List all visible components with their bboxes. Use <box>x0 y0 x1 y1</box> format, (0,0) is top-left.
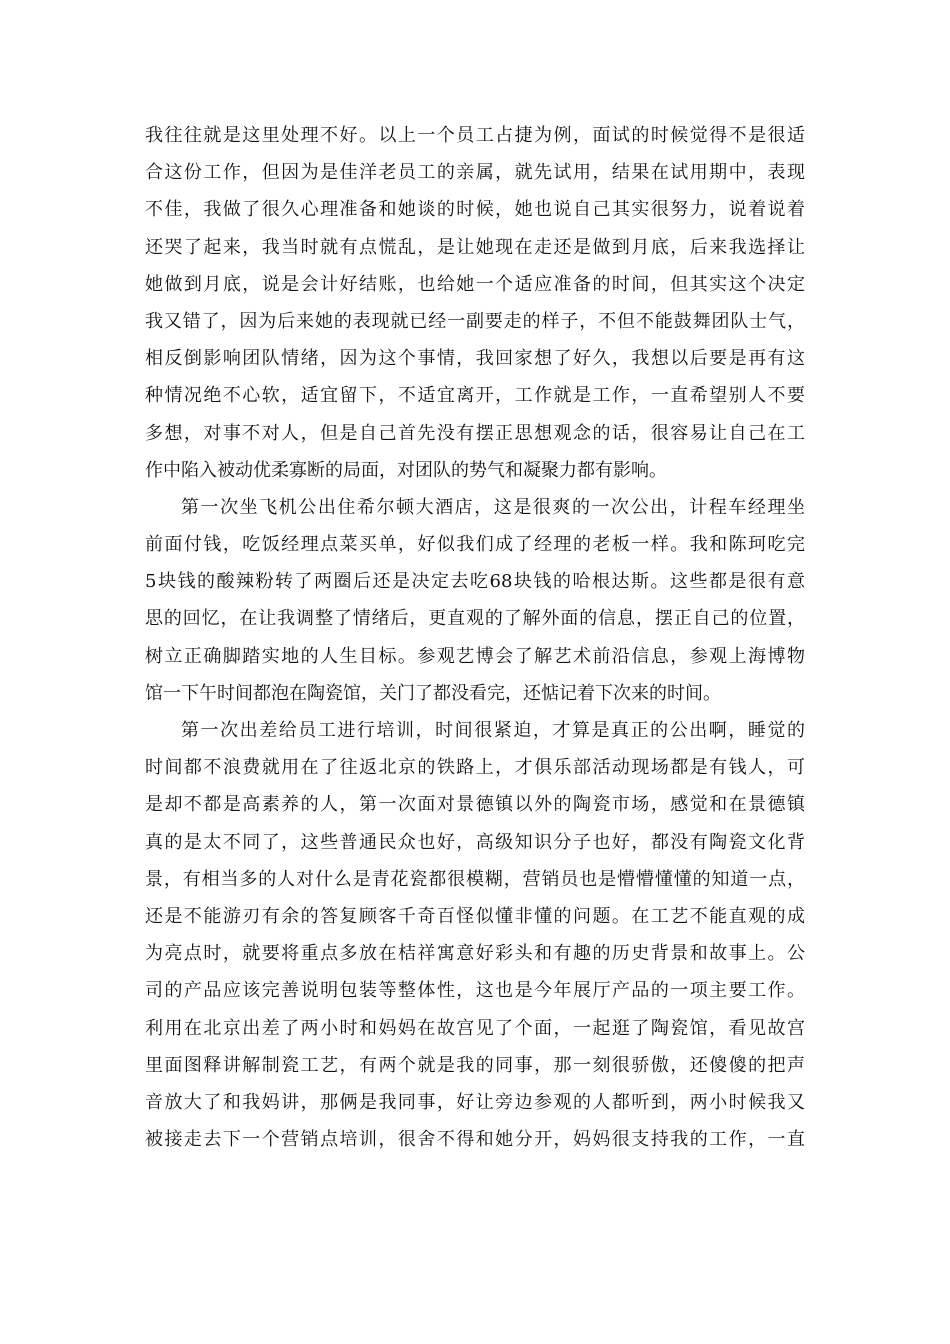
text-line: 不佳，我做了很久心理准备和她谈的时候，她也说自己其实很努力，说着说着 <box>145 199 805 221</box>
text-line: 思的回忆，在让我调整了情绪后，更直观的了解外面的信息，摆正自己的位置， <box>145 608 805 630</box>
text-line: 5块钱的酸辣粉转了两圈后还是决定去吃68块钱的哈根达斯。这些都是很有意 <box>145 571 805 593</box>
text-line: 合这份工作，但因为是佳洋老员工的亲属，就先试用，结果在试用期中，表现 <box>145 162 805 184</box>
text-line: 利用在北京出差了两小时和妈妈在故宫见了个面，一起逛了陶瓷馆，看见故宫 <box>145 1017 805 1039</box>
text-line: 多想，对事不对人，但是自己首先没有摆正思想观念的话，很容易让自己在工 <box>145 422 805 444</box>
text-line: 前面付钱，吃饭经理点菜买单，好似我们成了经理的老板一样。我和陈珂吃完 <box>145 534 805 556</box>
text-line: 作中陷入被动优柔寡断的局面，对团队的势气和凝聚力都有影响。 <box>145 459 667 481</box>
text-line: 还哭了起来，我当时就有点慌乱，是让她现在走还是做到月底，后来我选择让 <box>145 236 805 258</box>
text-line: 里面图释讲解制瓷工艺，有两个就是我的同事，那一刻很骄傲，还傻傻的把声 <box>145 1054 805 1076</box>
text-line: 我又错了，因为后来她的表现就已经一副要走的样子，不但不能鼓舞团队士气， <box>145 310 805 332</box>
text-line: 她做到月底，说是会计好结账，也给她一个适应准备的时间，但其实这个决定 <box>145 273 805 295</box>
document-body <box>145 117 805 1158</box>
text-line: 真的是太不同了，这些普通民众也好，高级知识分子也好，都没有陶瓷文化背 <box>145 831 805 853</box>
text-line: 第一次坐飞机公出住希尔顿大酒店，这是很爽的一次公出，计程车经理坐 <box>181 496 805 518</box>
text-line: 被接走去下一个营销点培训，很舍不得和她分开，妈妈很支持我的工作，一直 <box>145 1129 805 1151</box>
text-line: 馆一下午时间都泡在陶瓷馆，关门了都没看完，还惦记着下次来的时间。 <box>145 682 721 704</box>
text-line: 时间都不浪费就用在了往返北京的铁路上，才俱乐部活动现场都是有钱人，可 <box>145 757 805 779</box>
paragraph-3 <box>145 712 805 1158</box>
text-line: 树立正确脚踏实地的人生目标。参观艺博会了解艺术前沿信息，参观上海博物 <box>145 645 805 667</box>
paragraph-1 <box>145 117 805 489</box>
text-line: 音放大了和我妈讲，那俩是我同事，好让旁边参观的人都听到，两小时候我又 <box>145 1091 805 1113</box>
text-line: 相反倒影响团队情绪，因为这个事情，我回家想了好久，我想以后要是再有这 <box>145 348 805 370</box>
text-line: 第一次出差给员工进行培训，时间很紧迫，才算是真正的公出啊，睡觉的 <box>181 720 805 741</box>
text-line: 我往往就是这里处理不好。以上一个员工占捷为例，面试的时候觉得不是很适 <box>145 125 805 146</box>
text-line: 为亮点时，就要将重点多放在桔祥寓意好彩头和有趣的历史背景和故事上。公 <box>145 943 805 965</box>
text-line: 司的产品应该完善说明包装等整体性，这也是今年展厅产品的一项主要工作。 <box>145 980 805 1002</box>
text-line: 种情况绝不心软，适宜留下，不适宜离开，工作就是工作，一直希望别人不要 <box>145 385 805 407</box>
text-line: 景，有相当多的人对什么是青花瓷都很模糊，营销员也是懵懵懂懂的知道一点， <box>145 868 805 890</box>
text-line: 是却不都是高素养的人，第一次面对景德镇以外的陶瓷市场，感觉和在景德镇 <box>145 794 805 816</box>
text-line: 还是不能游刃有余的答复顾客千奇百怪似懂非懂的问题。在工艺不能直观的成 <box>145 905 805 927</box>
paragraph-2 <box>145 489 805 712</box>
